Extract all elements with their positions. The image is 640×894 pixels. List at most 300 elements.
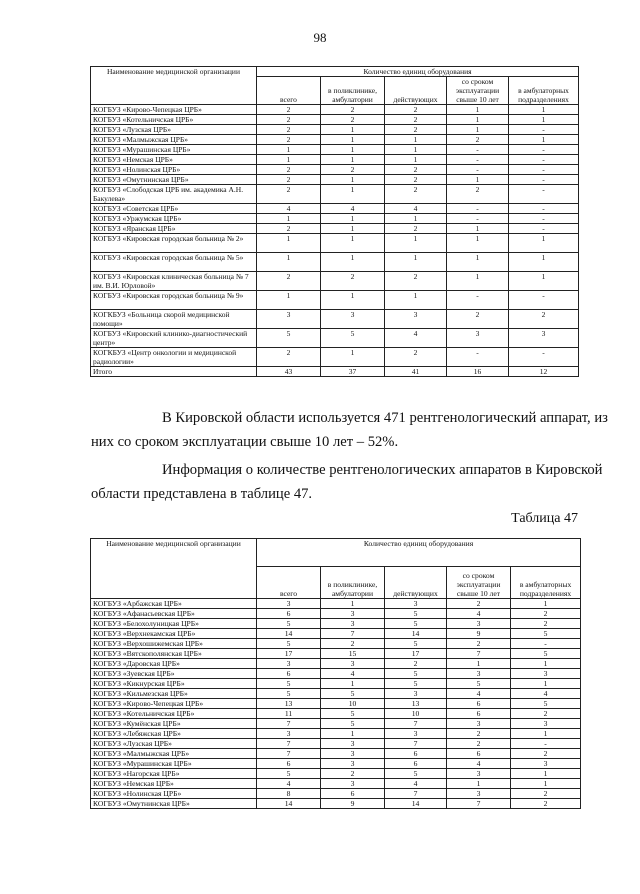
value-cell: 1 [321,234,385,253]
value-cell: 5 [385,609,447,619]
table-row [91,749,581,759]
table-row [91,125,579,135]
value-cell: 3 [257,310,321,329]
value-cell: - [509,291,579,310]
value-cell: 3 [447,619,511,629]
organization-name: КОГБУЗ «Кировская городская больница № 5» [91,253,257,272]
value-cell: 2 [321,115,385,125]
value-cell: 1 [385,135,447,145]
value-cell: 2 [385,185,447,204]
value-cell: 13 [257,699,321,709]
column-header: в амбулаторных подразделениях [511,567,581,599]
value-cell: 2 [257,185,321,204]
organization-name: КОГБУЗ «Советская ЦРБ» [91,204,257,214]
table-row [91,709,581,719]
organization-name: КОГБУЗ «Кировская городская больница № 9» [91,291,257,310]
table-1-name-header: Наименование медицинской организации [91,67,257,105]
table-1-header [91,67,579,105]
value-cell: - [509,185,579,204]
organization-name: Итого [91,367,257,377]
value-cell: 2 [321,769,385,779]
table-47-caption: Таблица 47 [511,511,578,526]
value-cell: 1 [509,234,579,253]
value-cell: 2 [509,310,579,329]
value-cell: 1 [385,155,447,165]
organization-name: КОГКБУЗ «Больница скорой медицинской помощи» [91,310,257,329]
value-cell: 9 [447,629,511,639]
value-cell: 5 [257,329,321,348]
organization-name: КОГБУЗ «Малмыжская ЦРБ» [91,135,257,145]
value-cell: 5 [257,689,321,699]
table-row [91,649,581,659]
value-cell: 5 [257,639,321,649]
value-cell: 4 [257,779,321,789]
value-cell: 2 [257,224,321,234]
value-cell: 7 [447,649,511,659]
value-cell: 7 [385,739,447,749]
value-cell: 16 [447,367,509,377]
value-cell: - [447,145,509,155]
organization-name: КОГБУЗ «Котельничская ЦРБ» [91,115,257,125]
organization-name: КОГБУЗ «Лузская ЦРБ» [91,739,257,749]
value-cell: 5 [321,719,385,729]
value-cell: 7 [321,629,385,639]
table-row [91,234,579,253]
value-cell: 5 [385,769,447,779]
organization-name: КОГБУЗ «Лузская ЦРБ» [91,125,257,135]
value-cell: 1 [321,175,385,185]
value-cell: 2 [385,105,447,115]
value-cell: 2 [511,619,581,629]
value-cell: 1 [509,272,579,291]
value-cell: - [509,155,579,165]
organization-name: КОГБУЗ «Верхошижемская ЦРБ» [91,639,257,649]
value-cell: 10 [385,709,447,719]
table-row [91,689,581,699]
value-cell: 1 [321,291,385,310]
value-cell: 2 [511,709,581,719]
value-cell: 2 [257,105,321,115]
value-cell: 17 [257,649,321,659]
value-cell: 12 [509,367,579,377]
table-row [91,669,581,679]
value-cell: 1 [447,115,509,125]
value-cell: 1 [257,234,321,253]
table-row [91,719,581,729]
organization-name: КОГБУЗ «Нолинская ЦРБ» [91,165,257,175]
value-cell: 1 [447,234,509,253]
value-cell: 1 [385,145,447,155]
value-cell: - [509,224,579,234]
value-cell: 7 [257,719,321,729]
value-cell: 1 [321,253,385,272]
value-cell: 2 [257,135,321,145]
value-cell: 2 [321,105,385,115]
table-row [91,367,579,377]
value-cell: 8 [257,789,321,799]
value-cell: 7 [257,749,321,759]
value-cell: 1 [447,224,509,234]
value-cell: 43 [257,367,321,377]
table-row [91,145,579,155]
value-cell: - [509,204,579,214]
value-cell: 14 [385,629,447,639]
table-1-body [91,105,579,377]
value-cell: - [509,125,579,135]
table-row [91,348,579,367]
page-number: 98 [313,30,327,45]
value-cell: 7 [447,799,511,809]
organization-name: КОГБУЗ «Омутнинская ЦРБ» [91,175,257,185]
value-cell: - [447,165,509,175]
table-row [91,739,581,749]
value-cell: 1 [321,214,385,224]
column-header: всего [257,77,321,105]
value-cell: 5 [511,699,581,709]
table-row [91,105,579,115]
organization-name: КОГБУЗ «Кировский клинико-диагностический центр» [91,329,257,348]
value-cell: 1 [257,253,321,272]
value-cell: 1 [321,729,385,739]
column-header: в амбулаторных подразделениях [509,77,579,105]
value-cell: 1 [447,272,509,291]
value-cell: - [511,639,581,649]
value-cell: 6 [385,759,447,769]
value-cell: 3 [257,659,321,669]
value-cell: 3 [321,759,385,769]
value-cell: 13 [385,699,447,709]
column-header: в поликлинике, амбулатории [321,77,385,105]
value-cell: 1 [511,779,581,789]
value-cell: 5 [385,639,447,649]
column-header: действующих [385,567,447,599]
value-cell: 2 [385,272,447,291]
table-row [91,310,579,329]
value-cell: 3 [511,669,581,679]
value-cell: 1 [447,779,511,789]
value-cell: 14 [385,799,447,809]
organization-name: КОГБУЗ «Лебяжская ЦРБ» [91,729,257,739]
table-row [91,639,581,649]
value-cell: 5 [321,329,385,348]
value-cell: 1 [321,348,385,367]
value-cell: 3 [257,599,321,609]
value-cell: 10 [321,699,385,709]
value-cell: 2 [321,165,385,175]
paragraph-2-line-1: Информация о количестве рентгенологических аппаратов в Кировской [162,462,603,478]
value-cell: 1 [509,253,579,272]
value-cell: 2 [385,165,447,175]
value-cell: 2 [385,115,447,125]
value-cell: 1 [385,291,447,310]
value-cell: - [509,145,579,155]
value-cell: - [511,739,581,749]
value-cell: 1 [321,599,385,609]
value-cell: 5 [257,679,321,689]
value-cell: 2 [447,135,509,145]
paragraph-2-line-2: области представлена в таблице 47. [91,486,313,502]
value-cell: 1 [509,105,579,115]
table-1-group-header: Количество единиц оборудования [257,67,579,77]
organization-name: КОГБУЗ «Кирово-Чепецкая ЦРБ» [91,699,257,709]
table-row [91,609,581,619]
table-row [91,175,579,185]
organization-name: КОГБУЗ «Кировская городская больница № 2» [91,234,257,253]
value-cell: 2 [511,789,581,799]
value-cell: 5 [511,629,581,639]
table-row [91,679,581,689]
value-cell: 1 [321,125,385,135]
value-cell: 17 [385,649,447,659]
value-cell: 3 [385,729,447,739]
value-cell: 2 [385,175,447,185]
value-cell: 1 [447,105,509,115]
value-cell: 4 [385,779,447,789]
value-cell: - [509,165,579,175]
value-cell: 4 [257,204,321,214]
value-cell: 1 [385,234,447,253]
value-cell: 1 [447,253,509,272]
value-cell: 4 [447,689,511,699]
value-cell: - [447,291,509,310]
value-cell: 2 [257,175,321,185]
value-cell: 1 [447,175,509,185]
value-cell: - [509,214,579,224]
value-cell: 3 [321,779,385,789]
value-cell: 3 [321,609,385,619]
organization-name: КОГБУЗ «Мурашинская ЦРБ» [91,145,257,155]
organization-name: КОГБУЗ «Нагорская ЦРБ» [91,769,257,779]
table-row [91,165,579,175]
value-cell: 3 [385,310,447,329]
value-cell: 15 [321,649,385,659]
value-cell: 1 [447,659,511,669]
value-cell: 3 [321,749,385,759]
value-cell: 1 [257,214,321,224]
value-cell: 4 [447,759,511,769]
value-cell: 1 [511,679,581,689]
value-cell: 3 [447,769,511,779]
table-row [91,629,581,639]
organization-name: КОГБУЗ «Зуевская ЦРБ» [91,669,257,679]
value-cell: 1 [321,155,385,165]
value-cell: 5 [385,669,447,679]
table-row [91,115,579,125]
value-cell: 7 [257,739,321,749]
organization-name: КОГБУЗ «Немская ЦРБ» [91,155,257,165]
value-cell: 2 [447,310,509,329]
value-cell: 1 [321,135,385,145]
value-cell: 1 [257,145,321,155]
value-cell: 4 [385,329,447,348]
value-cell: 3 [447,329,509,348]
value-cell: 6 [385,749,447,759]
organization-name: КОГБУЗ «Даровская ЦРБ» [91,659,257,669]
value-cell: 11 [257,709,321,719]
value-cell: 41 [385,367,447,377]
value-cell: 3 [385,599,447,609]
table-row [91,185,579,204]
value-cell: 2 [321,639,385,649]
value-cell: 7 [385,789,447,799]
value-cell: 1 [511,659,581,669]
value-cell: 2 [447,639,511,649]
table-row [91,214,579,224]
paragraph-1-line-1: В Кировской области используется 471 рентгенологический аппарат, из [162,410,608,426]
value-cell: 2 [511,749,581,759]
value-cell: 7 [385,719,447,729]
value-cell: - [509,348,579,367]
value-cell: 1 [511,599,581,609]
organization-name: КОГБУЗ «Яранская ЦРБ» [91,224,257,234]
organization-name: КОГБУЗ «Вятскополянская ЦРБ» [91,649,257,659]
value-cell: 2 [257,115,321,125]
organization-name: КОГБУЗ «Мурашинская ЦРБ» [91,759,257,769]
value-cell: 3 [321,619,385,629]
value-cell: 3 [321,739,385,749]
organization-name: КОГБУЗ «Уржумская ЦРБ» [91,214,257,224]
value-cell: 1 [257,155,321,165]
table-row [91,272,579,291]
table-row [91,769,581,779]
value-cell: 3 [447,719,511,729]
value-cell: 3 [257,729,321,739]
column-header: со сроком эксплуатации свыше 10 лет [447,567,511,599]
organization-name: КОГБУЗ «Кирово-Чепецкая ЦРБ» [91,105,257,115]
value-cell: 4 [321,669,385,679]
paragraph-1-line-2: них со сроком эксплуатации свыше 10 лет – 52%. [91,434,399,450]
table-row [91,729,581,739]
value-cell: 2 [321,272,385,291]
value-cell: 4 [447,609,511,619]
organization-name: КОГБУЗ «Арбажская ЦРБ» [91,599,257,609]
table-row [91,799,581,809]
value-cell: 3 [511,759,581,769]
value-cell: 2 [447,729,511,739]
table-row [91,699,581,709]
value-cell: 3 [447,789,511,799]
value-cell: 6 [257,669,321,679]
value-cell: 2 [385,348,447,367]
table-row [91,224,579,234]
table-47-body [91,599,581,809]
organization-name: КОГБУЗ «Немская ЦРБ» [91,779,257,789]
organization-name: КОГБУЗ «Кумёнская ЦРБ» [91,719,257,729]
value-cell: 1 [321,145,385,155]
value-cell: 3 [447,669,511,679]
organization-name: КОГБУЗ «Кикнурская ЦРБ» [91,679,257,689]
table-row [91,789,581,799]
value-cell: 2 [257,165,321,175]
value-cell: 3 [321,659,385,669]
value-cell: 5 [447,679,511,689]
organization-name: КОГБУЗ «Малмыжская ЦРБ» [91,749,257,759]
equipment-table-47 [90,538,581,809]
table-row [91,759,581,769]
value-cell: 5 [321,709,385,719]
organization-name: КОГБУЗ «Кировская клиническая больница № 7 им. В.И. Юрловой» [91,272,257,291]
organization-name: КОГБУЗ «Белохолуницкая ЦРБ» [91,619,257,629]
table-row [91,135,579,145]
value-cell: 14 [257,629,321,639]
value-cell: 1 [511,729,581,739]
value-cell: 2 [257,125,321,135]
column-header: в поликлинике, амбулатории [321,567,385,599]
value-cell: 1 [509,115,579,125]
value-cell: 5 [511,649,581,659]
organization-name: КОГБУЗ «Омутнинская ЦРБ» [91,799,257,809]
value-cell: - [447,214,509,224]
column-header: действующих [385,77,447,105]
table-row [91,779,581,789]
value-cell: 6 [321,789,385,799]
value-cell: 1 [385,214,447,224]
value-cell: 1 [511,769,581,779]
column-header: со сроком эксплуатации свыше 10 лет [447,77,509,105]
value-cell: 2 [447,739,511,749]
value-cell: 3 [385,689,447,699]
value-cell: 1 [385,253,447,272]
table-47-group-header: Количество единиц оборудования [257,539,581,567]
organization-name: КОГКБУЗ «Центр онкологии и медицинской радиологии» [91,348,257,367]
value-cell: 2 [385,659,447,669]
value-cell: 1 [447,125,509,135]
organization-name: КОГБУЗ «Нолинская ЦРБ» [91,789,257,799]
organization-name: КОГБУЗ «Кильмезская ЦРБ» [91,689,257,699]
value-cell: - [447,155,509,165]
organization-name: КОГБУЗ «Котельничская ЦРБ» [91,709,257,719]
table-row [91,659,581,669]
value-cell: 6 [447,709,511,719]
value-cell: 5 [385,679,447,689]
value-cell: 1 [257,291,321,310]
value-cell: 5 [321,689,385,699]
value-cell: 4 [511,689,581,699]
value-cell: 2 [511,609,581,619]
value-cell: - [447,348,509,367]
organization-name: КОГБУЗ «Верхнекамская ЦРБ» [91,629,257,639]
value-cell: 6 [447,749,511,759]
table-row [91,204,579,214]
value-cell: 3 [509,329,579,348]
value-cell: 2 [511,799,581,809]
value-cell: - [447,204,509,214]
value-cell: 5 [257,619,321,629]
value-cell: 5 [257,769,321,779]
value-cell: 3 [511,719,581,729]
value-cell: 14 [257,799,321,809]
organization-name: КОГБУЗ «Слободская ЦРБ им. академика А.Н. Бакулева» [91,185,257,204]
value-cell: 2 [385,125,447,135]
value-cell: 2 [447,599,511,609]
column-header: всего [257,567,321,599]
value-cell: 9 [321,799,385,809]
value-cell: 6 [257,759,321,769]
value-cell: 1 [509,135,579,145]
table-row [91,253,579,272]
value-cell: 4 [385,204,447,214]
value-cell: 2 [447,185,509,204]
value-cell: 6 [257,609,321,619]
table-row [91,599,581,609]
table-47-name-header: Наименование медицинской организации [91,539,257,599]
value-cell: 2 [385,224,447,234]
value-cell: 1 [321,224,385,234]
table-row [91,291,579,310]
value-cell: 4 [321,204,385,214]
table-row [91,619,581,629]
equipment-table-1 [90,66,579,377]
